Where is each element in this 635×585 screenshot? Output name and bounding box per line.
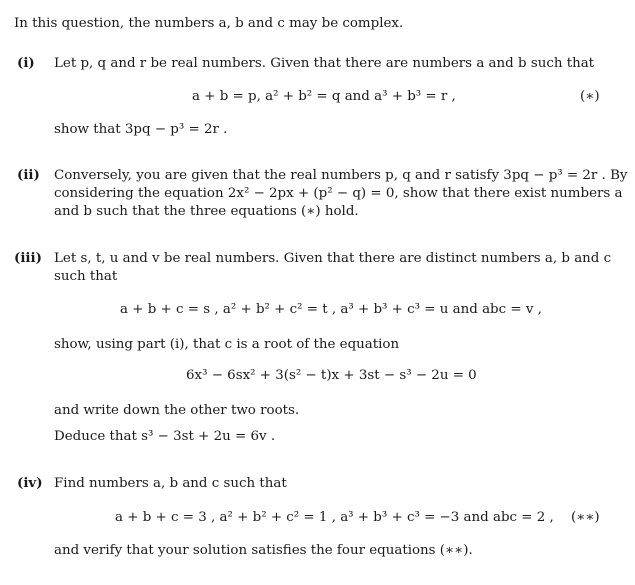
intro-text: In this question, the numbers a, b and c may be complex.: [14, 16, 404, 31]
part-iii-label: (iii): [14, 250, 42, 266]
part-iv-label: (iv): [17, 475, 43, 491]
part-ii-line-3: and b such that the three equations (∗) hold.: [54, 204, 359, 219]
part-ii-label: (ii): [17, 167, 40, 183]
part-i-text: Let p, q and r be real numbers. Given that there are numbers a and b such that: [54, 56, 595, 71]
part-iii-after-2: Deduce that s³ − 3st + 2u = 6v .: [54, 429, 276, 444]
part-iii-after-1: and write down the other two roots.: [54, 403, 300, 418]
part-iii-equation: a + b + c = s , a² + b² + c² = t , a³ + b³ + c³ = u and abc = v ,: [120, 302, 542, 317]
part-i-tag: (∗): [580, 89, 600, 104]
part-iv-equation: a + b + c = 3 , a² + b² + c² = 1 , a³ + b³ + c³ = −3 and abc = 2 ,: [115, 510, 554, 525]
part-ii-line-1: Conversely, you are given that the real numbers p, q and r satisfy 3pq − p³ = 2r . By: [54, 168, 628, 183]
part-ii-line-2: considering the equation 2x² − 2px + (p² − q) = 0, show that there exist numbers a: [54, 186, 623, 201]
part-iii-line-2: such that: [54, 269, 118, 284]
part-iii-line-1: Let s, t, u and v be real numbers. Given that there are distinct numbers a, b and c: [54, 251, 612, 266]
part-iv-text: Find numbers a, b and c such that: [54, 476, 287, 491]
part-i-label: (i): [17, 55, 35, 71]
part-i-equation: a + b = p, a² + b² = q and a³ + b³ = r ,: [192, 89, 456, 104]
part-i-after: show that 3pq − p³ = 2r .: [54, 122, 228, 137]
part-iii-middle: show, using part (i), that c is a root of the equation: [54, 337, 400, 352]
part-iv-after: and verify that your solution satisfies the four equations (∗∗).: [54, 543, 473, 558]
part-iv-tag: (∗∗): [571, 510, 600, 525]
part-iii-equation-2: 6x³ − 6sx² + 3(s² − t)x + 3st − s³ − 2u = 0: [186, 368, 477, 383]
